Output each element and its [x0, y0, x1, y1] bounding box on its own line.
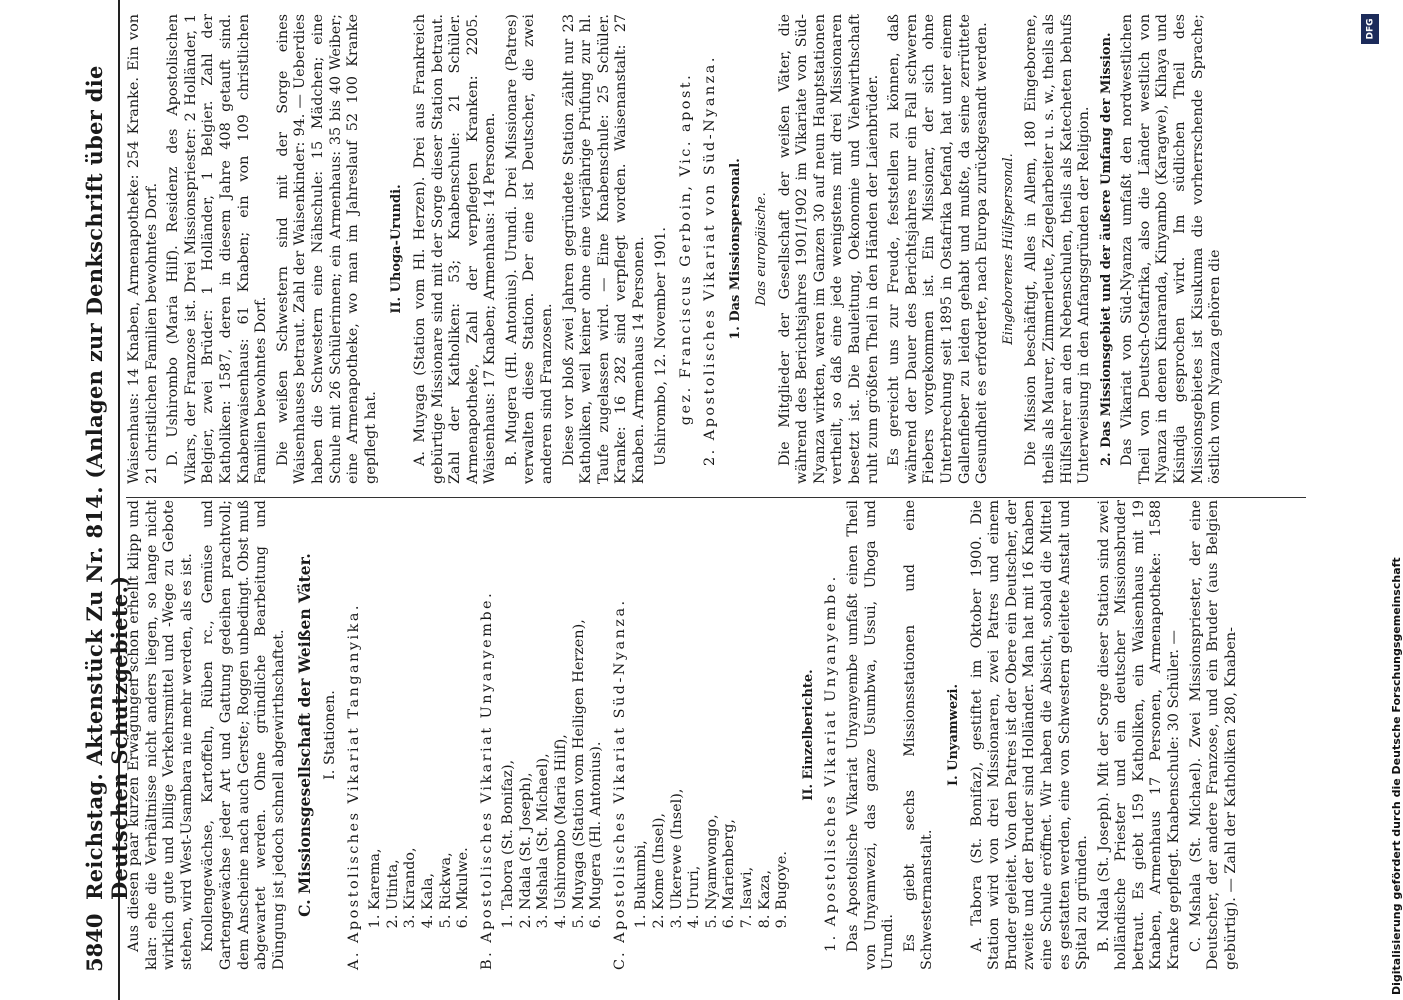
numbered-heading: 1. Apostolisches Vikariat Unyanyembe.: [823, 574, 840, 952]
vikariat-heading: A. Apostolisches Vikariat Tanganyika.: [345, 603, 362, 970]
subsection-heading: II. Uhoga-Urundi.: [389, 184, 405, 314]
list-item: 9. Bugoye.: [774, 500, 792, 910]
list-item: 8. Kaza,: [757, 500, 775, 910]
subsection-heading: Eingeborenes Hülfspersonal.: [1000, 153, 1016, 345]
running-title: Reichstag. Aktenstück Zu Nr. 814. (Anlagen zur Denkschrift über die Deutschen Schutzgebiete.): [82, 65, 132, 900]
paragraph: B. Ndala (St. Joseph). Mit der Sorge dieser Station sind zwei holländische Priester und ein deutscher Missionsbruder betraut. Es giebt 159 Katholiken, ein Waisenhaus mit 19 Knaben, Armenhaus 17 Personen, Armenapotheke: 1588 Kranke gepflegt. Knabenschule: 30 Schüler. —: [1095, 500, 1183, 970]
list-item: 3. Mshala (St. Michael),: [535, 500, 553, 910]
paragraph: Die Mission beschäftigt, Alles in Allem, 180 Eingeborene, theils als Maurer, Zimmerleute, Ziegelarbeiter u. s. w., theils als Hülfslehrer an den Nebenschulen, theils als Katecheten behufs Unterweisung in den Anfangsgründen der Religion.: [1023, 14, 1093, 484]
digitization-sidebar: [1360, 0, 1403, 1000]
paragraph: Diese vor bloß zwei Jahren gegründete Station zählt nur 23 Katholiken, weil keiner ohne eine vierjährige Prüfung zur hl. Taufe zugelassen wird. — Eine Knabenschule: 25 Schüler. Kranke: 16 282 sind verpflegt worden. Waisenanstalt: 27 Knaben. Armenhaus 14 Personen.: [560, 14, 648, 484]
list-item: 6. Mkulwe.: [455, 500, 473, 910]
digitization-credit: Digitalisierung gefördert durch die Deutsche Forschungsgemeinschaft: [1390, 557, 1403, 995]
list-item: 3. Ukerewe (Insel),: [669, 500, 687, 910]
paragraph: B. Mugera (Hl. Antonius). Urundi. Drei Missionare (Patres) verwalten diese Station. Der eine ist Deutscher, die zwei anderen sind Franzosen.: [503, 14, 556, 484]
dfg-logo: DFG: [1361, 14, 1379, 44]
paragraph: Aus diesen paar kurzen Erwägungen schon erhellt klipp und klar: ehe die Verhältnisse nicht anders liegen, so lange nicht wirklich gute und billige Verkehrsmittel und -Wege zu Gebote stehen, wird West-Usambara nie mehr werden, als es ist.: [126, 500, 195, 970]
paragraph: Die Mitglieder der Gesellschaft der weißen Väter, die während des Berichtsjahres 1901/1902 im Vikariate von Süd-Nyanza wirkten, waren im Ganzen 30 auf neun Hauptstationen vertheilt, so daß eine jede wenigstens mit drei Missionaren besetzt ist. Die Bauleitung, Oekonomie und Viehwirthschaft ruht zum größten Theil in den Händen der Laienbrüder.: [776, 14, 881, 484]
left-column: [126, 500, 1306, 970]
paragraph: Das Apostolische Vikariat Unyanyembe umfaßt einen Theil von Unyamwezi, das ganze Usumbwa, Ussui, Uhoga und Urundi.: [844, 500, 897, 970]
numbered-heading: 2. Apostolisches Vikariat von Süd-Nyanza.: [701, 55, 718, 466]
list-item: 1. Tabora (St. Bonifaz),: [500, 500, 518, 910]
list-item: 2. Utinta,: [385, 500, 403, 910]
vikariat-heading: B. Apostolisches Vikariat Unyanyembe.: [478, 590, 495, 970]
right-column: [126, 14, 1306, 484]
subsection-heading: Das europäische.: [754, 192, 769, 306]
paragraph: Es giebt sechs Missionsstationen und eine Schwesternanstalt.: [901, 500, 936, 970]
station-list-b: [500, 500, 606, 970]
list-item: 4. Kala,: [420, 500, 438, 910]
page-number: 5840: [82, 913, 107, 972]
list-item: 5. Nyamwongo,: [704, 500, 722, 910]
section-heading: C. Missionsgesellschaft der Weißen Väter.: [295, 553, 315, 917]
station-list-a: [367, 500, 473, 970]
subsection-heading: I. Stationen.: [321, 690, 338, 780]
running-header: [70, 0, 132, 1000]
paragraph: Waisenhaus: 14 Knaben, Armenapotheke: 254 Kranke. Ein von 21 christlichen Familien bewohntes Dorf.: [126, 14, 160, 484]
list-item: 1. Karema,: [367, 500, 385, 910]
vikariat-heading: C. Apostolisches Vikariat Süd-Nyanza.: [611, 598, 628, 970]
list-item: 6. Mugera (Hl. Antonius).: [588, 500, 606, 910]
paragraph: A. Muyaga (Station vom Hl. Herzen). Drei aus Frankreich gebürtige Missionare sind mit der Sorge dieser Station betraut. Zahl der Katholiken: 53; Knabenschule: 21 Schüler. Armenapotheke, Zahl der verpflegten Kranken: 2205. Waisenhaus: 17 Knaben; Armenhaus: 14 Personen.: [411, 14, 499, 484]
date-line: Ushirombo, 12. November 1901.: [652, 227, 669, 466]
subsection-heading: 1. Das Missionspersonal.: [728, 158, 744, 340]
list-item: 7. Isawi,: [739, 500, 757, 910]
paragraph: Es gereicht uns zur Freude, feststellen zu können, daß während der Dauer des Berichtsjahres nur ein Fall schweren Fiebers vorgekommen ist. Ein Missionar, der sich ohne Unterbrechung seit 1895 in Ostafrika befand, hat unter einem Gallenfieber zu leiden gehabt und mußte, da seine zerrüttete Gesundheit es erforderte, nach Europa zurückgesandt werden.: [886, 14, 991, 484]
numbered-heading: 2. Das Missionsgebiet und der äußere Umfang der Mission.: [1098, 32, 1114, 466]
paragraph: Knollengewächse, Kartoffeln, Rüben rc., Gemüse und Gartengewächse jeder Art und Gattung gedeihen prachtvoll; dem Anscheine nach auch Gerste; Roggen unbedingt. Obst muß abgewartet werden. Ohne gründliche Bearbeitung und Düngung ist jedoch schnell abgewirthschaftet.: [200, 500, 287, 970]
paragraph: C. Mshala (St. Michael). Zwei Missionspriester, der eine Deutscher, der andere Franzose, und ein Bruder (aus Belgien gebürtig). — Zahl der Katholiken 280, Knaben-: [1187, 500, 1239, 970]
list-item: 2. Ndala (St. Joseph),: [518, 500, 536, 910]
list-item: 5. Muyaga (Station vom Heiligen Herzen),: [571, 500, 589, 910]
list-item: 4. Ushirombo (Maria Hilf),: [553, 500, 571, 910]
subsection-heading: I. Unyamwezi.: [945, 684, 961, 786]
station-list-c: [633, 500, 791, 970]
paragraph: D. Ushirombo (Maria Hilf). Residenz des Apostolischen Vikars, der Franzose ist. Drei Missionspriester: 2 Holländer, 1 Belgier, zwei Brüder: 1 Holländer, 1 Belgier. Zahl der Katholiken: 1587, deren in diesem Jahre 408 getauft sind. Knabenwaisenhaus: 61 Knaben; ein von 109 christlichen Familien bewohntes Dorf.: [165, 14, 270, 484]
document-page: [70, 0, 1310, 1000]
list-item: 4. Ururi,: [686, 500, 704, 910]
column-divider: [126, 497, 1306, 498]
paragraph: Die weißen Schwestern sind mit der Sorge eines Waisenhauses betraut. Zahl der Waisenkinder: 94. — Ueberdies haben die Schwestern eine Nähschule: 15 Mädchen; eine Schule mit 26 Schülerinnen; ein Armenhaus: 35 bis 40 Weiber; eine Armenapotheke, wo man im Jahreslauf 52 100 Kranke gepflegt hat.: [274, 14, 379, 484]
list-item: 6. Marienberg,: [721, 500, 739, 910]
paragraph: Das Vikariat von Süd-Nyanza umfaßt den nordwestlichen Theil von Deutsch-Ostafrika, also die Länder westlich von Nyanza in denen Kinaranda, Kinyambo (Karagwe), Kihaya und Kisindja gesprochen wird. Im südlichen Theil des Missionsgebietes ist Kisukuma die vorherrschende Sprache; östlich vom Nyanza gehören die: [1119, 14, 1224, 484]
subsection-heading: II. Einzelberichte.: [800, 669, 816, 801]
signature: gez. Franciscus Gerboin, Vic. apost.: [678, 72, 695, 426]
paragraph: A. Tabora (St. Bonifaz), gestiftet im Oktober 1900. Die Station wird von drei Missionaren, zwei Patres und einem Bruder geleitet. Von den Patres ist der Obere ein Deutscher, der zweite und der Bruder sind Holländer. Man hat mit 16 Knaben eine Schule eröffnet. Wir haben die Absicht, sobald die Mittel es gestatten werden, eine von Schwestern geleitete Anstalt und Spital zu gründen.: [968, 500, 1091, 970]
list-item: 2. Kome (Insel),: [651, 500, 669, 910]
list-item: 3. Kirando,: [402, 500, 420, 910]
list-item: 1. Bukumbi,: [633, 500, 651, 910]
list-item: 5. Rickwa,: [438, 500, 456, 910]
